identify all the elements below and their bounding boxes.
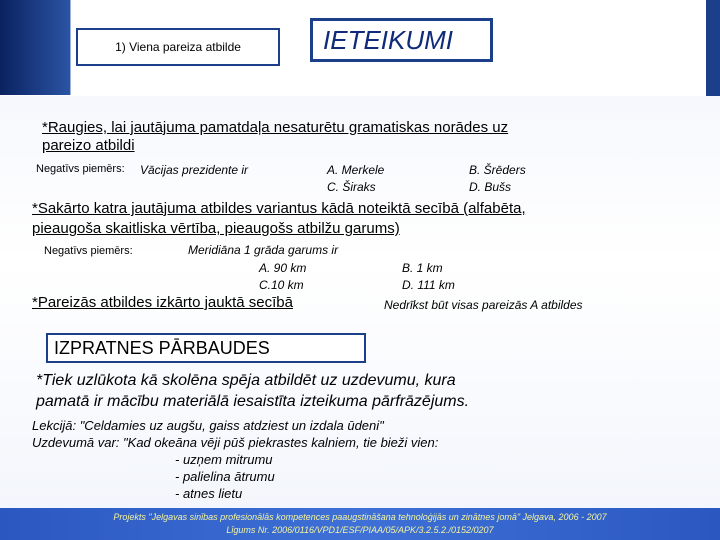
rule1-option-c: C. Širaks (327, 180, 376, 194)
footer-project-line: Projekts "Jelgavas sinības profesionālās kompetences paaugstināšana tehnoloģijās un zinātnes jomā" Jelgava, 2006 - 2007 (113, 512, 607, 522)
header-divider (70, 0, 71, 95)
rule1-line2: pareizo atbildi (42, 137, 135, 154)
answer-type-label: 1) Viena pareiza atbilde (115, 40, 241, 54)
rule2-example-label: Negatīvs piemērs: (44, 245, 133, 257)
rule1-option-d: D. Bušs (469, 180, 512, 194)
rule2-line2: pieaugoša skaitliska vērtība, pieaugošs atbilžu garums) (32, 220, 400, 237)
answer-type-badge (76, 28, 280, 66)
rule2-option-b: B. 1 km (402, 261, 443, 275)
rule1-example-label: Negatīvs piemērs: (36, 163, 125, 175)
rule2-option-a: A. 90 km (259, 261, 307, 275)
right-accent-tab (706, 0, 720, 100)
answer-option-1: - uzņem mitrumu (175, 452, 273, 467)
rule3-note: Nedrīkst būt visas pareizās A atbildes (384, 298, 583, 312)
answer-option-2: - palielina ātrumu (175, 469, 275, 484)
rule2-line1: *Sakārto katra jautājuma atbildes variantus kādā noteiktā secībā (alfabēta, (32, 200, 526, 217)
rule1-example-question: Vācijas prezidente ir (140, 163, 249, 177)
section2-line1: *Tiek uzlūkota kā skolēna spēja atbildēt uz uzdevumu, kura (36, 372, 456, 389)
rule2-option-d: D. 111 km (402, 278, 455, 292)
lecture-quote: Lekcijā: "Celdamies uz augšu, gaiss atdziest un izdala ūdeni" (32, 418, 384, 433)
section2-line2: pamatā ir mācību materiālā iesaistīta izteikuma pārfrāzējums. (36, 393, 470, 410)
page-title-box (310, 18, 493, 62)
rule1-option-b: B. Šrēders (469, 163, 526, 177)
rule1-line1: *Raugies, lai jautājuma pamatdaļa nesaturētu gramatiskas norādes uz (42, 119, 509, 136)
task-quote: Uzdevumā var: "Kad okeāna vēji pūš piekrastes kalniem, tie bieži vien: (32, 435, 439, 450)
footer-contract-line: Līgums Nr. 2006/0116/VPD1/ESF/PIAA/05/APK/3.2.5.2./0152/0207 (226, 525, 494, 535)
header-left-bar (0, 0, 70, 95)
rule2-example-question: Meridiāna 1 grāda garums ir (188, 243, 339, 257)
rule3-text: *Pareizās atbildes izkārto jauktā secībā (32, 294, 293, 311)
footer-bar (0, 508, 720, 540)
section-title-box (46, 333, 366, 363)
answer-option-3: - atnes lietu (175, 486, 243, 501)
rule1-option-a: A. Merkele (327, 163, 385, 177)
rule2-option-c: C.10 km (259, 278, 304, 292)
section-title: IZPRATNES PĀRBAUDES (54, 338, 270, 358)
page-title: IETEIKUMI (323, 25, 454, 55)
